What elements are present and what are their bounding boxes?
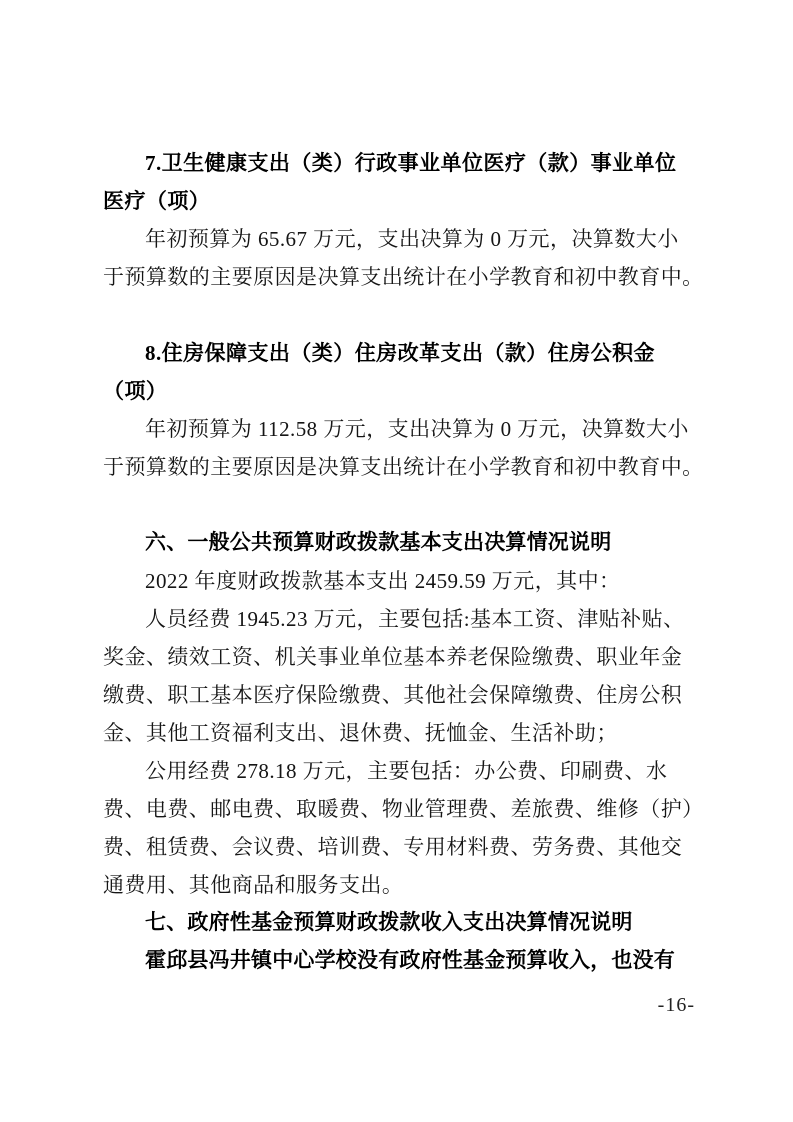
section7-heading-line-2: 医疗（项）: [103, 189, 211, 213]
personnel-expense-line-1: 人员经费 1945.23 万元，主要包括:基本工资、津贴补贴、: [145, 607, 685, 631]
section8-heading-line-2: （项）: [103, 379, 168, 403]
section-six-intro: 2022 年度财政拨款基本支出 2459.59 万元，其中：: [145, 569, 621, 593]
section-seven-intro: 霍邱县冯井镇中心学校没有政府性基金预算收入，也没有: [145, 949, 675, 972]
section7-heading-line-1: 7.卫生健康支出（类）行政事业单位医疗（款）事业单位: [145, 151, 677, 175]
personnel-expense-line-3: 缴费、职工基本医疗保险缴费、其他社会保障缴费、住房公积: [103, 683, 683, 707]
blank-line: [103, 486, 703, 524]
public-expense-line-1: 公用经费 278.18 万元，主要包括：办公费、印刷费、水: [145, 759, 668, 783]
blank-line: [103, 296, 703, 334]
personnel-expense-line-2: 奖金、绩效工资、机关事业单位基本养老保险缴费、职业年金: [103, 645, 683, 669]
section8-body-line-1: 年初预算为 112.58 万元，支出决算为 0 万元，决算数大小: [145, 417, 689, 441]
section-six-heading: 六、一般公共预算财政拨款基本支出决算情况说明: [145, 531, 612, 554]
public-expense-line-4: 通费用、其他商品和服务支出。: [103, 873, 404, 897]
section8-body-line-2: 于预算数的主要原因是决算支出统计在小学教育和初中教育中。: [103, 455, 704, 479]
personnel-expense-line-4: 金、其他工资福利支出、退休费、抚恤金、生活补助；: [103, 721, 618, 745]
public-expense-line-3: 费、租赁费、会议费、培训费、专用材料费、劳务费、其他交: [103, 835, 683, 859]
section7-body-line-1: 年初预算为 65.67 万元，支出决算为 0 万元，决算数大小: [145, 227, 679, 251]
document-content: [103, 144, 703, 980]
section7-body-line-2: 于预算数的主要原因是决算支出统计在小学教育和初中教育中。: [103, 265, 704, 289]
public-expense-line-2: 费、电费、邮电费、取暖费、物业管理费、差旅费、维修（护）: [103, 797, 704, 821]
section-seven-heading: 七、政府性基金预算财政拨款收入支出决算情况说明: [145, 911, 633, 934]
page-number: -16-: [657, 994, 695, 1016]
section8-heading-line-1: 8.住房保障支出（类）住房改革支出（款）住房公积金: [145, 341, 655, 365]
